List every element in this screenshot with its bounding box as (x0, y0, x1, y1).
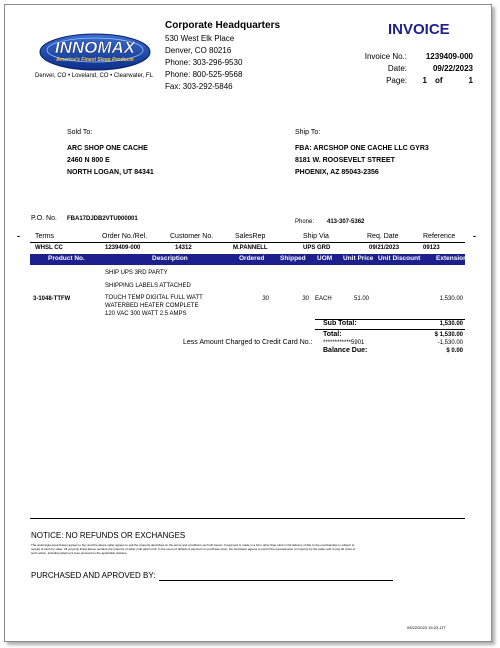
item-extension: 1,530.00 (439, 296, 463, 302)
invoice-no-value: 1239409-000 (425, 52, 473, 61)
total-label: Total: (323, 331, 342, 338)
innomax-logo (39, 33, 151, 71)
purchased-label: PURCHASED AND APROVED BY: (31, 571, 156, 580)
sold-to-label: Sold To: (67, 129, 93, 136)
balance-value: $ 0.00 (446, 348, 463, 354)
item-product: 3-1048-TTFW (33, 296, 71, 302)
col-ordered: Ordered (239, 255, 265, 262)
notice: NOTICE: NO REFUNDS OR EXCHANGES (31, 531, 186, 540)
ship-to-line3: PHOENIX, AZ 85043-2356 (295, 169, 379, 176)
val-reference: 09123 (423, 245, 440, 251)
phone-value: 413-307-5362 (327, 219, 365, 225)
invoice-no-label: Invoice No.: (364, 52, 407, 61)
ship-to-line2: 8181 W. ROOSEVELT STREET (295, 157, 395, 164)
ship-to-line1: FBA: ARCSHOP ONE CACHE LLC GYR3 (295, 145, 429, 152)
val-ship-via: UPS GRD (303, 245, 331, 251)
company-fax: Fax: 303-292-5846 (165, 82, 233, 91)
signature-line (159, 580, 393, 581)
company-address2: Denver, CO 80216 (165, 46, 232, 55)
phone-label: Phone: (295, 219, 315, 225)
sold-to-line3: NORTH LOGAN, UT 84341 (67, 169, 154, 176)
line-items-header (30, 254, 468, 265)
item-desc2: WATERBED HEATER COMPLETE (105, 303, 199, 309)
item-desc1: TOUCH TEMP DIGITAL FULL WATT (105, 295, 203, 301)
cc-label: Less Amount Charged to Credit Card No.: (183, 339, 313, 346)
item-shipped: 30 (302, 296, 309, 302)
sold-to-line2: 2460 N 800 E (67, 157, 110, 164)
subtotal-label: Sub Total: (323, 320, 357, 327)
invoice-page-value: 1 (422, 76, 427, 85)
note-2: SHIPPING LABELS ATTACHED (105, 283, 191, 289)
invoice-page-total: 1 (468, 76, 473, 85)
balance-label: Balance Due: (323, 347, 368, 354)
logo-tagline: America's Finest Sleep Products (56, 57, 134, 63)
hdr-ship-via: Ship Via (303, 233, 329, 240)
po-value: FBA17DJDB2VTU000001 (67, 216, 138, 222)
timestamp: 09/22/2023 15:23 JJT (407, 625, 446, 630)
col-description: Description (152, 255, 188, 262)
hdr-sales-rep: SalesRep (235, 233, 266, 240)
col-unit-discount: Unit Discount (378, 255, 421, 262)
invoice-date-value: 09/22/2023 (432, 64, 473, 73)
val-sales-rep: M.PANNELL (233, 245, 268, 251)
sold-to-line1: ARC SHOP ONE CACHE (67, 145, 148, 152)
val-terms: WHSL CC (35, 245, 63, 251)
invoice-title: INVOICE (388, 21, 450, 38)
item-unit-price: 51.00 (353, 296, 369, 302)
po-label: P.O. No. (31, 215, 57, 222)
company-locations: Denver, CO • Loveland, CO • Clearwater, FL (35, 73, 153, 79)
hdr-reference: Reference (423, 233, 456, 240)
col-unit-price: Unit Price (343, 255, 374, 262)
hdr-req-date: Req. Date (367, 233, 399, 240)
fine-print: The undersigned purchaser agrees to buy and the above seller agrees to sell the property described on the terms and conditions set forth herein. If payment is made in a form other than cash in full delivery of title to the merchandise is subject to receipt of cash by seller. All property listed above remains the property of seller until paid in full. In the event of default of payment on purchase price, the purchaser agrees to permit the repossession of property by the seller and to pay all costs of such action, including attorney's fees pursuant to the applicable statutes. (31, 543, 356, 555)
val-order-no: 1239409-000 (105, 245, 141, 251)
col-product: Product No. (48, 255, 85, 262)
col-extension: Extension (436, 255, 468, 262)
col-uom: UOM (317, 255, 333, 262)
invoice-page-label: Page: (386, 76, 407, 85)
hdr-customer-no: Customer No. (170, 233, 214, 240)
company-phone2: Phone: 800-525-9568 (165, 70, 243, 79)
invoice-date-label: Date: (387, 64, 407, 73)
cc-number: ************5901 (323, 340, 365, 346)
item-ordered: 30 (262, 296, 269, 302)
ship-to-label: Ship To: (295, 129, 321, 136)
val-customer-no: 14312 (175, 245, 192, 251)
company-name: Corporate Headquarters (165, 20, 281, 31)
note-1: SHIP UPS 3RD PARTY (105, 270, 168, 276)
hdr-terms: Terms (35, 233, 55, 240)
logo-text: INNOMAX (54, 38, 136, 57)
company-address1: 530 West Elk Place (165, 34, 235, 43)
col-shipped: Shipped (280, 255, 306, 262)
item-desc3: 120 VAC 300 WATT 2.5 AMPS (105, 311, 187, 317)
item-uom: EACH (315, 296, 332, 302)
val-req-date: 09/21/2023 (369, 245, 400, 251)
invoice-page: INNOMAX America's Finest Sleep Products Denver, CO • Loveland, CO • Clearwater, FL Corporate Headquarters 530 West Elk Place Denver, CO 80216 Phone: 303-296-9530 Phone: 800-525-9568 Fax: 303-292-5846 INVOICE Invoice No.: 1239409-000 Date: 09/22/2023 Page: 1 of 1 Sold To: ARC SHOP ONE CACHE 2460 N 800 E NORTH LOGAN, UT 84341 Ship To: FBA: ARCSHOP ONE CACHE LLC GYR3 8181 W. ROOSEVELT STREET PHOENIX, AZ 85043-2356 P.O. No. FBA17DJDB2VTU000001 Phone: 413-307-5362 - - Terms Order No./Rel. Customer No. SalesRep Ship Via Req. Date Reference WHSL CC 1239409-000 14312 M.PANNELL UPS GRD 09/21/2023 09123 Product No. Description Ordered Shipped UOM Unit Price Unit Discount Extension SHIP UPS 3RD PARTY SHIPPING LABELS ATTACHED 3-1048-TTFW TOUCH TEMP DIGITAL FULL WATT WATERBED HEATER COMPLETE 120 VAC 300 WATT 2.5 AMPS 30 30 EACH 51.00 1,530.00 Sub Total: 1,530.00 Total: $ 1,530.00 Less Amount Charged to Credit Card No.: ************5901 -1,530.00 Balance Due: $ 0.00 NOTICE: NO REFUNDS OR EXCHANGES The undersigned purchaser agrees to buy and the above seller agrees to sell the property described on the terms and conditions set forth herein. If payment is made in a form other than cash in full delivery of title to the merchandise is subject to receipt of cash by seller. All property listed above remains the property of seller until paid in full. In the event of default of payment on purchase price, the purchaser agrees to permit the repossession of property by the seller and to pay all costs of such action, including attorney's fees pursuant to the applicable statutes. PURCHASED AND APROVED BY: 09/22/2023 15:23 JJT (4, 4, 492, 642)
cc-value: -1,530.00 (437, 340, 463, 346)
subtotal-value: 1,530.00 (439, 321, 463, 327)
total-value: $ 1,530.00 (434, 332, 463, 338)
invoice-page-of: of (435, 76, 443, 85)
hdr-order-no: Order No./Rel. (102, 233, 148, 240)
company-phone1: Phone: 303-296-9530 (165, 58, 243, 67)
